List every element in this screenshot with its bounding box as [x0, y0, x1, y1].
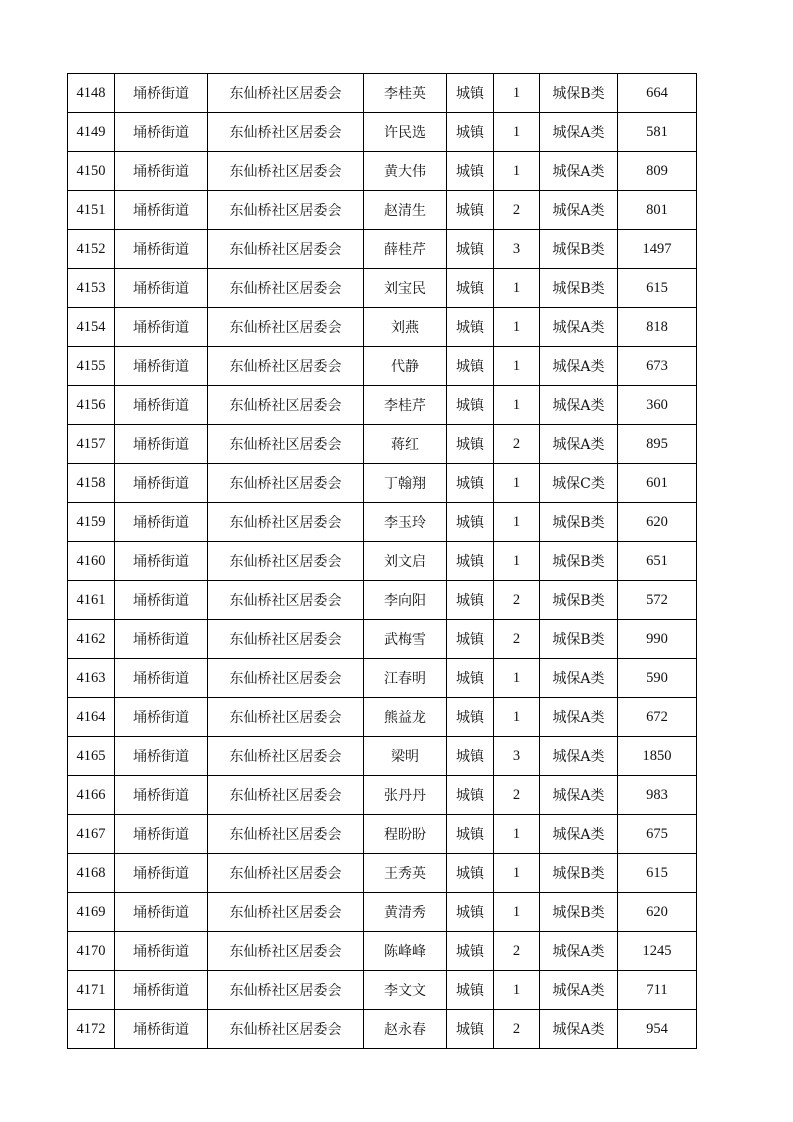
record-id-cell: 4148 [68, 74, 115, 113]
household-size-cell: 3 [494, 230, 540, 269]
area-type-cell: 城镇 [447, 971, 494, 1010]
street-cell: 埇桥街道 [115, 971, 208, 1010]
area-type-cell: 城镇 [447, 1010, 494, 1049]
record-id-cell: 4160 [68, 542, 115, 581]
record-id-cell: 4171 [68, 971, 115, 1010]
category-cell: 城保B类 [540, 503, 618, 542]
household-size-cell: 1 [494, 659, 540, 698]
area-type-cell: 城镇 [447, 347, 494, 386]
street-cell: 埇桥街道 [115, 581, 208, 620]
record-id-cell: 4166 [68, 776, 115, 815]
category-cell: 城保B类 [540, 854, 618, 893]
community-cell: 东仙桥社区居委会 [208, 308, 364, 347]
household-size-cell: 1 [494, 386, 540, 425]
household-size-cell: 2 [494, 581, 540, 620]
table-row [68, 620, 697, 659]
household-size-cell: 1 [494, 698, 540, 737]
street-cell: 埇桥街道 [115, 230, 208, 269]
amount-cell: 664 [618, 74, 697, 113]
name-cell: 熊益龙 [364, 698, 447, 737]
category-cell: 城保A类 [540, 1010, 618, 1049]
street-cell: 埇桥街道 [115, 776, 208, 815]
street-cell: 埇桥街道 [115, 425, 208, 464]
community-cell: 东仙桥社区居委会 [208, 659, 364, 698]
amount-cell: 983 [618, 776, 697, 815]
amount-cell: 809 [618, 152, 697, 191]
area-type-cell: 城镇 [447, 152, 494, 191]
table-row [68, 815, 697, 854]
amount-cell: 801 [618, 191, 697, 230]
name-cell: 张丹丹 [364, 776, 447, 815]
table-row [68, 503, 697, 542]
name-cell: 丁翰翔 [364, 464, 447, 503]
community-cell: 东仙桥社区居委会 [208, 893, 364, 932]
street-cell: 埇桥街道 [115, 464, 208, 503]
amount-cell: 1245 [618, 932, 697, 971]
category-cell: 城保B类 [540, 74, 618, 113]
community-cell: 东仙桥社区居委会 [208, 932, 364, 971]
name-cell: 王秀英 [364, 854, 447, 893]
area-type-cell: 城镇 [447, 308, 494, 347]
record-id-cell: 4158 [68, 464, 115, 503]
household-size-cell: 2 [494, 932, 540, 971]
household-size-cell: 2 [494, 620, 540, 659]
community-cell: 东仙桥社区居委会 [208, 698, 364, 737]
category-cell: 城保B类 [540, 542, 618, 581]
community-cell: 东仙桥社区居委会 [208, 425, 364, 464]
community-cell: 东仙桥社区居委会 [208, 776, 364, 815]
area-type-cell: 城镇 [447, 776, 494, 815]
street-cell: 埇桥街道 [115, 932, 208, 971]
table-row [68, 74, 697, 113]
area-type-cell: 城镇 [447, 659, 494, 698]
community-cell: 东仙桥社区居委会 [208, 620, 364, 659]
street-cell: 埇桥街道 [115, 854, 208, 893]
record-id-cell: 4172 [68, 1010, 115, 1049]
area-type-cell: 城镇 [447, 581, 494, 620]
street-cell: 埇桥街道 [115, 113, 208, 152]
street-cell: 埇桥街道 [115, 815, 208, 854]
amount-cell: 1850 [618, 737, 697, 776]
amount-cell: 1497 [618, 230, 697, 269]
street-cell: 埇桥街道 [115, 1010, 208, 1049]
table-row [68, 893, 697, 932]
record-id-cell: 4153 [68, 269, 115, 308]
community-cell: 东仙桥社区居委会 [208, 464, 364, 503]
table-row [68, 386, 697, 425]
street-cell: 埇桥街道 [115, 620, 208, 659]
amount-cell: 651 [618, 542, 697, 581]
category-cell: 城保A类 [540, 776, 618, 815]
amount-cell: 672 [618, 698, 697, 737]
table-row [68, 854, 697, 893]
household-size-cell: 2 [494, 776, 540, 815]
table-row [68, 230, 697, 269]
area-type-cell: 城镇 [447, 815, 494, 854]
record-id-cell: 4162 [68, 620, 115, 659]
area-type-cell: 城镇 [447, 113, 494, 152]
category-cell: 城保B类 [540, 620, 618, 659]
record-id-cell: 4157 [68, 425, 115, 464]
community-cell: 东仙桥社区居委会 [208, 815, 364, 854]
community-cell: 东仙桥社区居委会 [208, 542, 364, 581]
street-cell: 埇桥街道 [115, 191, 208, 230]
category-cell: 城保A类 [540, 425, 618, 464]
record-id-cell: 4168 [68, 854, 115, 893]
table-row [68, 1010, 697, 1049]
table-row [68, 581, 697, 620]
area-type-cell: 城镇 [447, 425, 494, 464]
category-cell: 城保B类 [540, 230, 618, 269]
household-size-cell: 1 [494, 971, 540, 1010]
record-id-cell: 4156 [68, 386, 115, 425]
name-cell: 刘宝民 [364, 269, 447, 308]
name-cell: 程盼盼 [364, 815, 447, 854]
household-size-cell: 3 [494, 737, 540, 776]
community-cell: 东仙桥社区居委会 [208, 1010, 364, 1049]
category-cell: 城保B类 [540, 893, 618, 932]
amount-cell: 990 [618, 620, 697, 659]
street-cell: 埇桥街道 [115, 542, 208, 581]
community-cell: 东仙桥社区居委会 [208, 854, 364, 893]
table-row [68, 191, 697, 230]
table-row [68, 464, 697, 503]
community-cell: 东仙桥社区居委会 [208, 581, 364, 620]
name-cell: 江春明 [364, 659, 447, 698]
category-cell: 城保A类 [540, 737, 618, 776]
community-cell: 东仙桥社区居委会 [208, 74, 364, 113]
street-cell: 埇桥街道 [115, 269, 208, 308]
household-size-cell: 1 [494, 854, 540, 893]
table-row [68, 971, 697, 1010]
area-type-cell: 城镇 [447, 464, 494, 503]
household-size-cell: 1 [494, 308, 540, 347]
community-cell: 东仙桥社区居委会 [208, 113, 364, 152]
amount-cell: 601 [618, 464, 697, 503]
table-row [68, 113, 697, 152]
category-cell: 城保B类 [540, 581, 618, 620]
area-type-cell: 城镇 [447, 386, 494, 425]
name-cell: 刘文启 [364, 542, 447, 581]
street-cell: 埇桥街道 [115, 737, 208, 776]
record-id-cell: 4167 [68, 815, 115, 854]
area-type-cell: 城镇 [447, 737, 494, 776]
table-row [68, 737, 697, 776]
amount-cell: 895 [618, 425, 697, 464]
name-cell: 黄清秀 [364, 893, 447, 932]
roster-table [67, 73, 697, 1049]
amount-cell: 673 [618, 347, 697, 386]
amount-cell: 620 [618, 893, 697, 932]
amount-cell: 675 [618, 815, 697, 854]
category-cell: 城保B类 [540, 269, 618, 308]
table-row [68, 542, 697, 581]
street-cell: 埇桥街道 [115, 659, 208, 698]
category-cell: 城保A类 [540, 698, 618, 737]
household-size-cell: 1 [494, 74, 540, 113]
area-type-cell: 城镇 [447, 74, 494, 113]
table-row [68, 425, 697, 464]
category-cell: 城保A类 [540, 347, 618, 386]
community-cell: 东仙桥社区居委会 [208, 386, 364, 425]
category-cell: 城保A类 [540, 386, 618, 425]
street-cell: 埇桥街道 [115, 347, 208, 386]
community-cell: 东仙桥社区居委会 [208, 347, 364, 386]
table-row [68, 776, 697, 815]
amount-cell: 620 [618, 503, 697, 542]
record-id-cell: 4149 [68, 113, 115, 152]
name-cell: 黄大伟 [364, 152, 447, 191]
street-cell: 埇桥街道 [115, 893, 208, 932]
household-size-cell: 1 [494, 464, 540, 503]
amount-cell: 711 [618, 971, 697, 1010]
community-cell: 东仙桥社区居委会 [208, 191, 364, 230]
category-cell: 城保A类 [540, 308, 618, 347]
record-id-cell: 4165 [68, 737, 115, 776]
household-size-cell: 1 [494, 542, 540, 581]
table-row [68, 698, 697, 737]
community-cell: 东仙桥社区居委会 [208, 503, 364, 542]
street-cell: 埇桥街道 [115, 386, 208, 425]
area-type-cell: 城镇 [447, 854, 494, 893]
area-type-cell: 城镇 [447, 932, 494, 971]
street-cell: 埇桥街道 [115, 152, 208, 191]
household-size-cell: 1 [494, 347, 540, 386]
record-id-cell: 4154 [68, 308, 115, 347]
household-size-cell: 2 [494, 1010, 540, 1049]
area-type-cell: 城镇 [447, 542, 494, 581]
table-row [68, 659, 697, 698]
record-id-cell: 4161 [68, 581, 115, 620]
record-id-cell: 4164 [68, 698, 115, 737]
amount-cell: 615 [618, 269, 697, 308]
household-size-cell: 2 [494, 425, 540, 464]
street-cell: 埇桥街道 [115, 74, 208, 113]
name-cell: 赵永春 [364, 1010, 447, 1049]
amount-cell: 615 [618, 854, 697, 893]
name-cell: 刘燕 [364, 308, 447, 347]
record-id-cell: 4150 [68, 152, 115, 191]
community-cell: 东仙桥社区居委会 [208, 269, 364, 308]
area-type-cell: 城镇 [447, 503, 494, 542]
name-cell: 李桂芹 [364, 386, 447, 425]
record-id-cell: 4170 [68, 932, 115, 971]
name-cell: 薛桂芹 [364, 230, 447, 269]
amount-cell: 590 [618, 659, 697, 698]
category-cell: 城保A类 [540, 971, 618, 1010]
table-row [68, 152, 697, 191]
category-cell: 城保A类 [540, 191, 618, 230]
record-id-cell: 4163 [68, 659, 115, 698]
household-size-cell: 2 [494, 191, 540, 230]
household-size-cell: 1 [494, 113, 540, 152]
street-cell: 埇桥街道 [115, 698, 208, 737]
name-cell: 武梅雪 [364, 620, 447, 659]
community-cell: 东仙桥社区居委会 [208, 971, 364, 1010]
category-cell: 城保A类 [540, 152, 618, 191]
record-id-cell: 4159 [68, 503, 115, 542]
roster-body [68, 74, 697, 1049]
amount-cell: 954 [618, 1010, 697, 1049]
category-cell: 城保C类 [540, 464, 618, 503]
name-cell: 许民选 [364, 113, 447, 152]
category-cell: 城保A类 [540, 932, 618, 971]
area-type-cell: 城镇 [447, 191, 494, 230]
area-type-cell: 城镇 [447, 893, 494, 932]
amount-cell: 572 [618, 581, 697, 620]
household-size-cell: 1 [494, 893, 540, 932]
community-cell: 东仙桥社区居委会 [208, 737, 364, 776]
community-cell: 东仙桥社区居委会 [208, 230, 364, 269]
name-cell: 赵清生 [364, 191, 447, 230]
amount-cell: 360 [618, 386, 697, 425]
name-cell: 梁明 [364, 737, 447, 776]
table-row [68, 347, 697, 386]
area-type-cell: 城镇 [447, 698, 494, 737]
name-cell: 李桂英 [364, 74, 447, 113]
street-cell: 埇桥街道 [115, 308, 208, 347]
amount-cell: 818 [618, 308, 697, 347]
area-type-cell: 城镇 [447, 620, 494, 659]
table-row [68, 308, 697, 347]
street-cell: 埇桥街道 [115, 503, 208, 542]
name-cell: 李向阳 [364, 581, 447, 620]
record-id-cell: 4169 [68, 893, 115, 932]
amount-cell: 581 [618, 113, 697, 152]
household-size-cell: 1 [494, 815, 540, 854]
table-row [68, 932, 697, 971]
community-cell: 东仙桥社区居委会 [208, 152, 364, 191]
record-id-cell: 4155 [68, 347, 115, 386]
table-row [68, 269, 697, 308]
household-size-cell: 1 [494, 269, 540, 308]
record-id-cell: 4151 [68, 191, 115, 230]
category-cell: 城保A类 [540, 659, 618, 698]
name-cell: 代静 [364, 347, 447, 386]
household-size-cell: 1 [494, 503, 540, 542]
area-type-cell: 城镇 [447, 230, 494, 269]
area-type-cell: 城镇 [447, 269, 494, 308]
name-cell: 李玉玲 [364, 503, 447, 542]
name-cell: 蒋红 [364, 425, 447, 464]
household-size-cell: 1 [494, 152, 540, 191]
name-cell: 李文文 [364, 971, 447, 1010]
category-cell: 城保A类 [540, 113, 618, 152]
name-cell: 陈峰峰 [364, 932, 447, 971]
category-cell: 城保A类 [540, 815, 618, 854]
record-id-cell: 4152 [68, 230, 115, 269]
